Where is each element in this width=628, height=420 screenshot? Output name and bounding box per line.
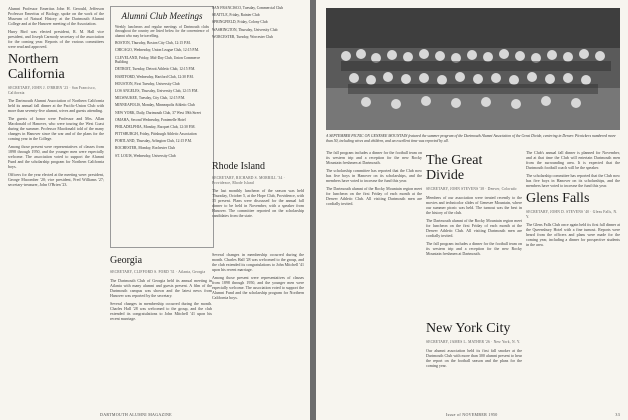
heading-great-divide: The Great Divide bbox=[426, 153, 483, 183]
body-paragraph: The Dartmouth alumni of the Rocky Mountain region meet for luncheon on the first Friday of each month at the Denver Athletic Club. All visiting Dartmouth men are cordially invited. bbox=[426, 217, 522, 238]
section-meta: SECRETARY, JAMES L. MATHER '26 · New York, N. Y. bbox=[426, 340, 521, 344]
new-york-section bbox=[426, 318, 522, 371]
picnic-photo-image bbox=[326, 8, 620, 130]
georgia-continued bbox=[212, 252, 304, 303]
meeting-entry: DETROIT, Tuesday, Detroit Athletic Club, 12:15 P.M. bbox=[115, 67, 196, 72]
meeting-entry: HOUSTON, First Tuesday, University Club bbox=[115, 81, 180, 86]
body-paragraph: The scholarship committee has reported that the Club now has five boys in Hanover on its scholarships, and the members have voted to increase the fund this year. bbox=[326, 168, 422, 183]
body-paragraph: The Dartmouth alumni of the Rocky Mountain region meet for luncheon on the first Friday of each month at the Denver Athletic Club. All visiting Dartmouth men are cordially invited. bbox=[326, 186, 422, 206]
meeting-entry: WASHINGTON, Thursday, University Club bbox=[212, 27, 278, 32]
section-meta: SECRETARY, JOHN J. O'BRIEN '23 · San Francisco, California bbox=[8, 86, 96, 95]
right-column-1 bbox=[326, 150, 422, 209]
section-meta: SECRETARY, JOHN STEVENS '38 · Denver, Colorado bbox=[426, 187, 517, 191]
meeting-entry: CLEVELAND, Friday, Mid-Day Club, Union Commerce Building bbox=[115, 55, 200, 65]
meeting-entry: PITTSBURGH, Friday, Pittsburgh Athletic Association bbox=[115, 132, 197, 137]
body-paragraph: Officers for the year elected at the meeting were: president, George Macomber '20; vice president, Fred Williams '27; secretary-treasurer, John O'Brien '23. bbox=[8, 172, 104, 187]
meeting-entry: SAN FRANCISCO, Tuesday, Commercial Club bbox=[212, 6, 284, 10]
georgia-section bbox=[110, 252, 212, 324]
alumni-club-meetings-box bbox=[110, 6, 214, 248]
heading-rhode-island: Rhode Island bbox=[212, 161, 266, 172]
left-column-3 bbox=[212, 6, 304, 156]
body-paragraph: The last monthly luncheon of the season was held Thursday, October 5, at the Hope Club, Providence, with 35 present. Plans were discussed for the annual fall dinner to be held in November, with a speaker from Hanover. The committee reported on the scholarship candidates from the state. bbox=[212, 188, 304, 218]
right-column-3 bbox=[526, 150, 620, 250]
left-column-1 bbox=[8, 6, 104, 190]
body-paragraph: The fall program includes a dinner for the football team on its western trip and a reception for the new Rocky Mountain freshmen at Dartmouth. bbox=[426, 240, 522, 256]
group-photo bbox=[326, 8, 620, 130]
meeting-entry: ROCHESTER, Monday, Rochester Club bbox=[115, 146, 176, 151]
body-paragraph: The fall program includes a dinner for the football team on its western trip and a reception for the new Rocky Mountain freshmen at Dartmouth. bbox=[326, 150, 422, 165]
meeting-entry: LOS ANGELES, Thursday, University Club, 12:15 P.M. bbox=[115, 88, 199, 93]
box-intro: Weekly luncheons and regular meetings of Dartmouth clubs throughout the country are listed below for the convenience of alumni who may be travelling. bbox=[115, 25, 209, 38]
body-paragraph: Several changes in membership occurred during the month. Charles Hall '28 was welcomed to the group, and the club extended its congratulations to John Mitchell '41 upon his recent marriage. bbox=[110, 300, 212, 321]
meeting-entry: MINNEAPOLIS, Monday, Minneapolis Athletic Club bbox=[115, 103, 195, 108]
meeting-entry: OMAHA, Second Wednesday, Fontenelle Hotel bbox=[115, 117, 186, 122]
meeting-entry: PHILADELPHIA, Monday, Racquet Club, 12:30 P.M. bbox=[115, 124, 196, 129]
caption-text: A SEPTEMBER PICNIC ON GENESEE MOUNTAIN featured the summer program of the Dartmouth Alumni Association of the Great Divide, centering in Denver. Picnickers numbered more than 50, including wives and children, and an excellent time was reported by all. bbox=[326, 134, 616, 143]
heading-glens-falls: Glens Falls bbox=[526, 191, 590, 206]
section-meta: SECRETARY, RICHARD S. MORRILL '34 · Providence, Rhode Island bbox=[212, 176, 285, 185]
body-paragraph: The scholarship committee has reported that the Club now has five boys in Hanover on its scholarships, and the members have voted to increase the fund this year. bbox=[526, 173, 620, 188]
body-paragraph: Several changes in membership occurred during the month. Charles Hall '28 was welcomed to the group, and the club extended its congratulations to John Mitchell '41 upon his recent marriage. bbox=[212, 252, 304, 272]
body-paragraph: Our alumni association held its first fall smoker at the Dartmouth Club with more than 300 alumni present to hear the report on the football season and the plans for the coming year. bbox=[426, 347, 522, 368]
rhode-island-section bbox=[212, 158, 304, 221]
meeting-entry: SEATTLE, Friday, Rainier Club bbox=[212, 13, 260, 18]
body-paragraph: The Club's annual fall dinner is planned for November, and at that time the Club will entertain Dartmouth men from the surrounding area. It is expected that the Dartmouth football coach will be the speaker. bbox=[526, 150, 620, 170]
meetings-list bbox=[115, 41, 209, 158]
page-number: 33 bbox=[615, 412, 620, 417]
heading-georgia: Georgia bbox=[110, 255, 143, 266]
right-page-footer: Issue of NOVEMBER 1950 bbox=[446, 412, 498, 417]
heading-northern-california: Northern California bbox=[8, 52, 65, 82]
left-page-footer: DARTMOUTH ALUMNI MAGAZINE bbox=[100, 412, 172, 417]
box-title: Alumni Club Meetings bbox=[121, 11, 203, 21]
intro-paragraph: Harry Bird was elected president, R. M. Hall vice president, and Joseph Carmody secretary of the association for the coming year. Reports of the various committees were read and approved. bbox=[8, 29, 104, 49]
meeting-entry: CHICAGO, Wednesday, Union League Club, 12:15 P.M. bbox=[115, 48, 200, 53]
meeting-entry: NEW YORK, Daily, Dartmouth Club, 37 West 39th Street bbox=[115, 110, 201, 115]
left-page bbox=[0, 0, 310, 420]
photo-caption bbox=[326, 134, 620, 143]
meeting-entry: HARTFORD, Wednesday, Hartford Club, 12:30 P.M. bbox=[115, 74, 194, 79]
body-paragraph: Among those present were representatives of classes from 1898 through 1950, and the younger men were especially welcome. The association voted to support the Alumni Fund and the scholarship program for Northern California boys. bbox=[8, 144, 104, 169]
body-paragraph: Among those present were representatives of classes from 1898 through 1950, and the younger men were especially welcome. The association voted to support the Alumni Fund and the scholarship program for Northern California boys. bbox=[212, 275, 304, 300]
meetings-list-continued bbox=[212, 6, 304, 39]
meeting-entry: SPRINGFIELD, Friday, Colony Club bbox=[212, 20, 268, 25]
meeting-entry: BOSTON, Thursday, Boston City Club, 12:15 P.M. bbox=[115, 41, 191, 46]
intro-paragraph: Alumni Professor Emeritus John H. Gerould, Jefferson Professor Emeritus of Biology, spoke on the work of the Museum of Natural History at the Dartmouth Alumni College and at the Hanover meeting of the Association. bbox=[8, 6, 104, 26]
heading-new-york: New York City bbox=[426, 321, 511, 336]
body-paragraph: The Dartmouth Club of Georgia held its annual meeting in Atlanta with many alumni and guests present. A film of the Dartmouth campus was shown and the latest news from Hanover was reported by the secretary. bbox=[110, 277, 212, 298]
right-page bbox=[316, 0, 628, 420]
body-paragraph: Members of our association were treated recently to the movies and technicolor slides of Genesee Mountain, where our summer picnic was held. The turnout was the best in the history of the club. bbox=[426, 194, 522, 215]
body-paragraph: The Glens Falls Club once again held its first fall dinner at the Queensbury Hotel with a fine turnout. Reports were heard from the officers and plans were made for the coming year, including a dinner for prospective students in the area. bbox=[526, 222, 620, 247]
section-meta: SECRETARY, CLIFFORD S. FORD '31 · Atlanta, Georgia bbox=[110, 270, 206, 274]
section-meta: SECRETARY, JOHN D. STEVENS '40 · Glens Falls, N. Y. bbox=[526, 210, 618, 219]
meeting-entry: ST. LOUIS, Wednesday, University Club bbox=[115, 153, 176, 158]
meeting-entry: MILWAUKEE, Tuesday, City Club, 12:15 P.M. bbox=[115, 96, 186, 101]
meeting-entry: WORCESTER, Tuesday, Worcester Club bbox=[212, 34, 273, 39]
body-paragraph: The guests of honor were Professor and Mrs. Allan Macdonald of Hanover, who were touring the West Coast during the summer. Professor Macdonald told of the many changes in Hanover since the war and of the plans for the coming year in the College. bbox=[8, 116, 104, 141]
great-divide-section bbox=[426, 150, 522, 259]
meeting-entry: PORTLAND, Thursday, Arlington Club, 12:15 P.M. bbox=[115, 139, 192, 144]
body-paragraph: The Dartmouth Alumni Association of Northern California held its annual fall dinner at the Pacific-Union Club with more than seventy-five alumni, wives and guests attending. bbox=[8, 98, 104, 113]
